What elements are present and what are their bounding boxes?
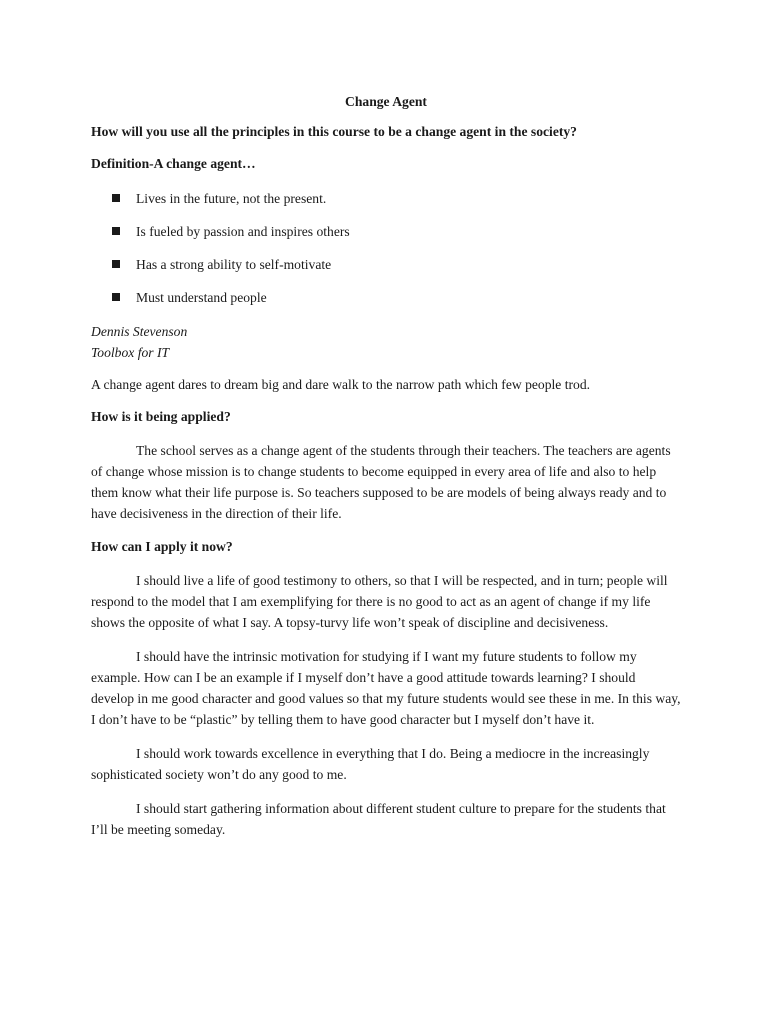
apply-now-paragraph: I should have the intrinsic motivation for studying if I want my future students to follow my example. How can I be an example if I myself don’t have a good attitude towards learning? I should develop in me good character and good values so that my future students would see these in me. In this way, I don’t have to be “plastic” by telling them to have good character but I myself don’t have it. <box>91 649 681 727</box>
apply-now-paragraph: I should start gathering information about different student culture to prepare for the students that I’ll be meeting someday. <box>91 801 666 837</box>
source-citation <box>91 321 681 363</box>
list-item-text: Lives in the future, not the present. <box>136 191 327 206</box>
apply-now-heading: How can I apply it now? <box>91 539 233 554</box>
list-item <box>91 254 681 275</box>
list-item-text: Must understand people <box>136 290 267 305</box>
document-title: Change Agent <box>345 94 427 109</box>
main-question: How will you use all the principles in this course to be a change agent in the society? <box>91 124 577 139</box>
definition-heading: Definition-A change agent… <box>91 156 256 171</box>
square-bullet-icon <box>112 260 120 268</box>
square-bullet-icon <box>112 227 120 235</box>
square-bullet-icon <box>112 194 120 202</box>
list-item <box>91 188 681 209</box>
apply-now-paragraph: I should work towards excellence in everything that I do. Being a mediocre in the increasingly sophisticated society won’t do any good to me. <box>91 746 650 782</box>
applied-paragraph: The school serves as a change agent of the students through their teachers. The teachers are agents of change whose mission is to change students to become equipped in every area of life and also to help them know what their life purpose is. So teachers supposed to be are models of being always ready and to have decisiveness in the direction of their life. <box>91 443 671 521</box>
source-publication: Toolbox for IT <box>91 345 170 360</box>
square-bullet-icon <box>112 293 120 301</box>
applied-heading: How is it being applied? <box>91 409 231 424</box>
definition-list <box>91 188 681 308</box>
summary-text: A change agent dares to dream big and dare walk to the narrow path which few people trod. <box>91 377 591 392</box>
document-page <box>91 92 681 853</box>
list-item <box>91 221 681 242</box>
list-item <box>91 287 681 308</box>
list-item-text: Has a strong ability to self-motivate <box>136 257 332 272</box>
list-item-text: Is fueled by passion and inspires others <box>136 224 350 239</box>
source-author: Dennis Stevenson <box>91 324 188 339</box>
apply-now-paragraph: I should live a life of good testimony to others, so that I will be respected, and in turn; people will respond to the model that I am exemplifying for there is no good to act as an agent of change if my life shows the opposite of what I say. A topsy-turvy life won’t speak of discipline and decisiveness. <box>91 573 668 630</box>
